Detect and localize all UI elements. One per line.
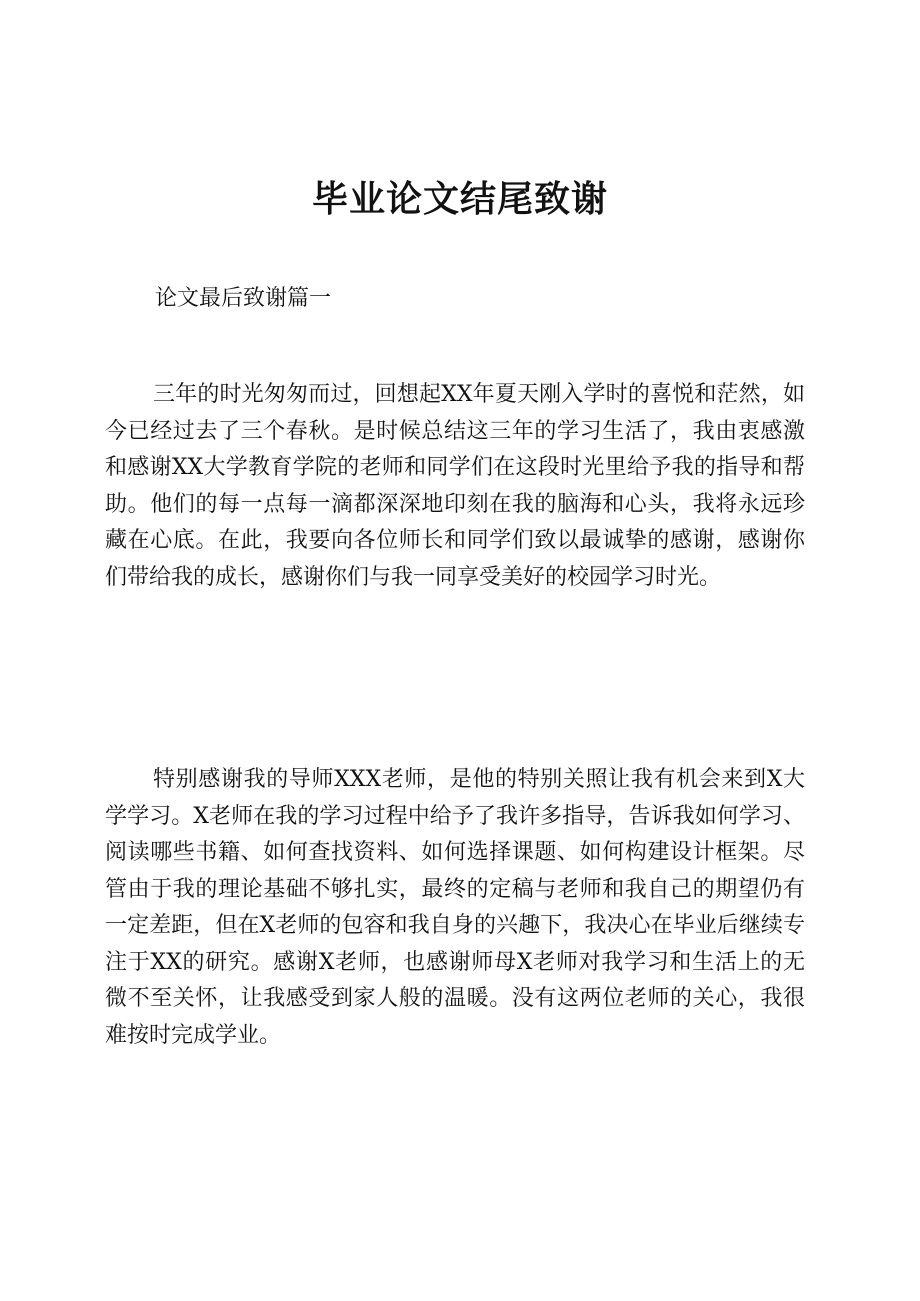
paragraph-2: 特别感谢我的导师XXX老师，是他的特别关照让我有机会来到X大学学习。X老师在我的学习过程中给予了我许多指导，告诉我如何学习、阅读哪些书籍、如何查找资料、如何选择课题、如何构建设计框架。尽管由于我的理论基础不够扎实，最终的定稿与老师和我自己的期望仍有一定差距，但在X老师的包容和我自身的兴趣下，我决心在毕业后继续专注于XX的研究。感谢X老师，也感谢师母X老师对我学习和生活上的无微不至关怀，让我感受到家人般的温暖。没有这两位老师的关心，我很难按时完成学业。	[105, 767, 805, 1048]
paragraph-1: 三年的时光匆匆而过，回想起XX年夏天刚入学时的喜悦和茫然，如今已经过去了三个春秋。是时候总结这三年的学习生活了，我由衷感激和感谢XX大学教育学院的老师和同学们在这段时光里给予我的指导和帮助。他们的每一点每一滴都深深地印刻在我的脑海和心头，我将永远珍藏在心底。在此，我要向各位师长和同学们致以最诚挚的感谢，感谢你们带给我的成长，感谢你们与我一同享受美好的校园学习时光。	[105, 382, 805, 590]
section-heading: 论文最后致谢篇一	[155, 286, 332, 311]
page-title: 毕业论文结尾致谢	[311, 179, 608, 220]
